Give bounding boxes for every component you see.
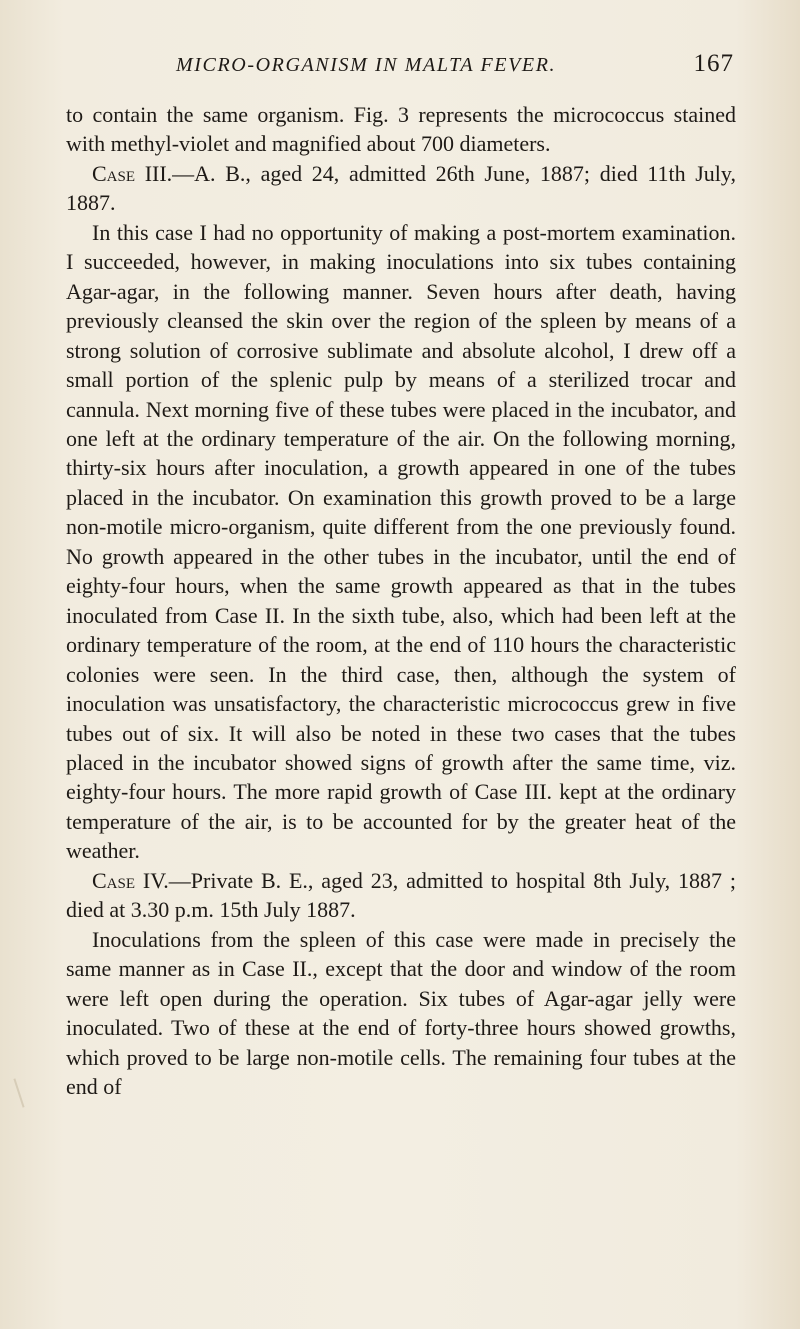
case-iii-description: In this case I had no opportunity of making a post-mortem examination. I succeeded, however, in making inoculations into six tubes containing Agar-agar, in the following manner. Seven hours after death, having previously cleansed the skin over the region of the spleen by means of a strong solution of corrosive sublimate and absolute alcohol, I drew off a small portion of the splenic pulp by means of a sterilized trocar and cannula. Next morning five of these tubes were placed in the incubator, and one left at the ordinary temperature of the air. On the following morning, thirty-six hours after inoculation, a growth appeared in one of the tubes placed in the incubator. On examination this growth proved to be a large non-motile micro-organism, quite different from the one previously found. No growth appeared in the other tubes in the incubator, until the end of eighty-four hours, when the same growth appeared as that in the tubes inoculated from Case II. In the sixth tube, also, which had been left at the ordinary temperature of the room, at the end of 110 hours the characteristic colonies were seen. In the third case, then, although the system of inoculation was unsatisfactory, the characteristic micrococcus grew in five tubes out of six. It will also be noted in these two cases that the tubes placed in the incubator showed signs of growth after the same time, viz. eighty-four hours. The more rapid growth of Case III. kept at the ordinary temperature of the air, is to be accounted for by the greater heat of the weather. (66, 219, 736, 864)
case-iv-description: Inoculations from the spleen of this case were made in precisely the same manner as in Case II., except that the door and window of the room were left open during the operation. Six tubes of Agar-agar jelly were inoculated. Two of these at the end of forty-three hours showed growths, which proved to be large non-motile cells. The remaining four tubes at the end of (66, 926, 736, 1099)
margin-mark (13, 1078, 24, 1107)
case-iii-details: —A. B., aged 24, admitted 26th June, 1887; died 11th July, 1887. (66, 160, 736, 216)
case-iv-paragraph (66, 866, 736, 925)
case-iii-paragraph (66, 159, 736, 218)
paragraph-1: to contain the same organism. Fig. 3 represents the micrococcus stained with methyl-violet and magnified about 700 diameters. (66, 102, 736, 157)
page-header (66, 50, 734, 84)
running-title: MICRO-ORGANISM IN MALTA FEVER. (176, 54, 557, 76)
case-iii-heading: Case III. (92, 160, 173, 186)
page-number: 167 (693, 50, 734, 77)
body-text (66, 100, 736, 1101)
case-iv-heading: Case IV. (92, 867, 169, 893)
case-iv-details: —Private B. E., aged 23, admitted to hospital 8th July, 1887 ; died at 3.30 p.m. 15th July 1887. (66, 867, 736, 923)
